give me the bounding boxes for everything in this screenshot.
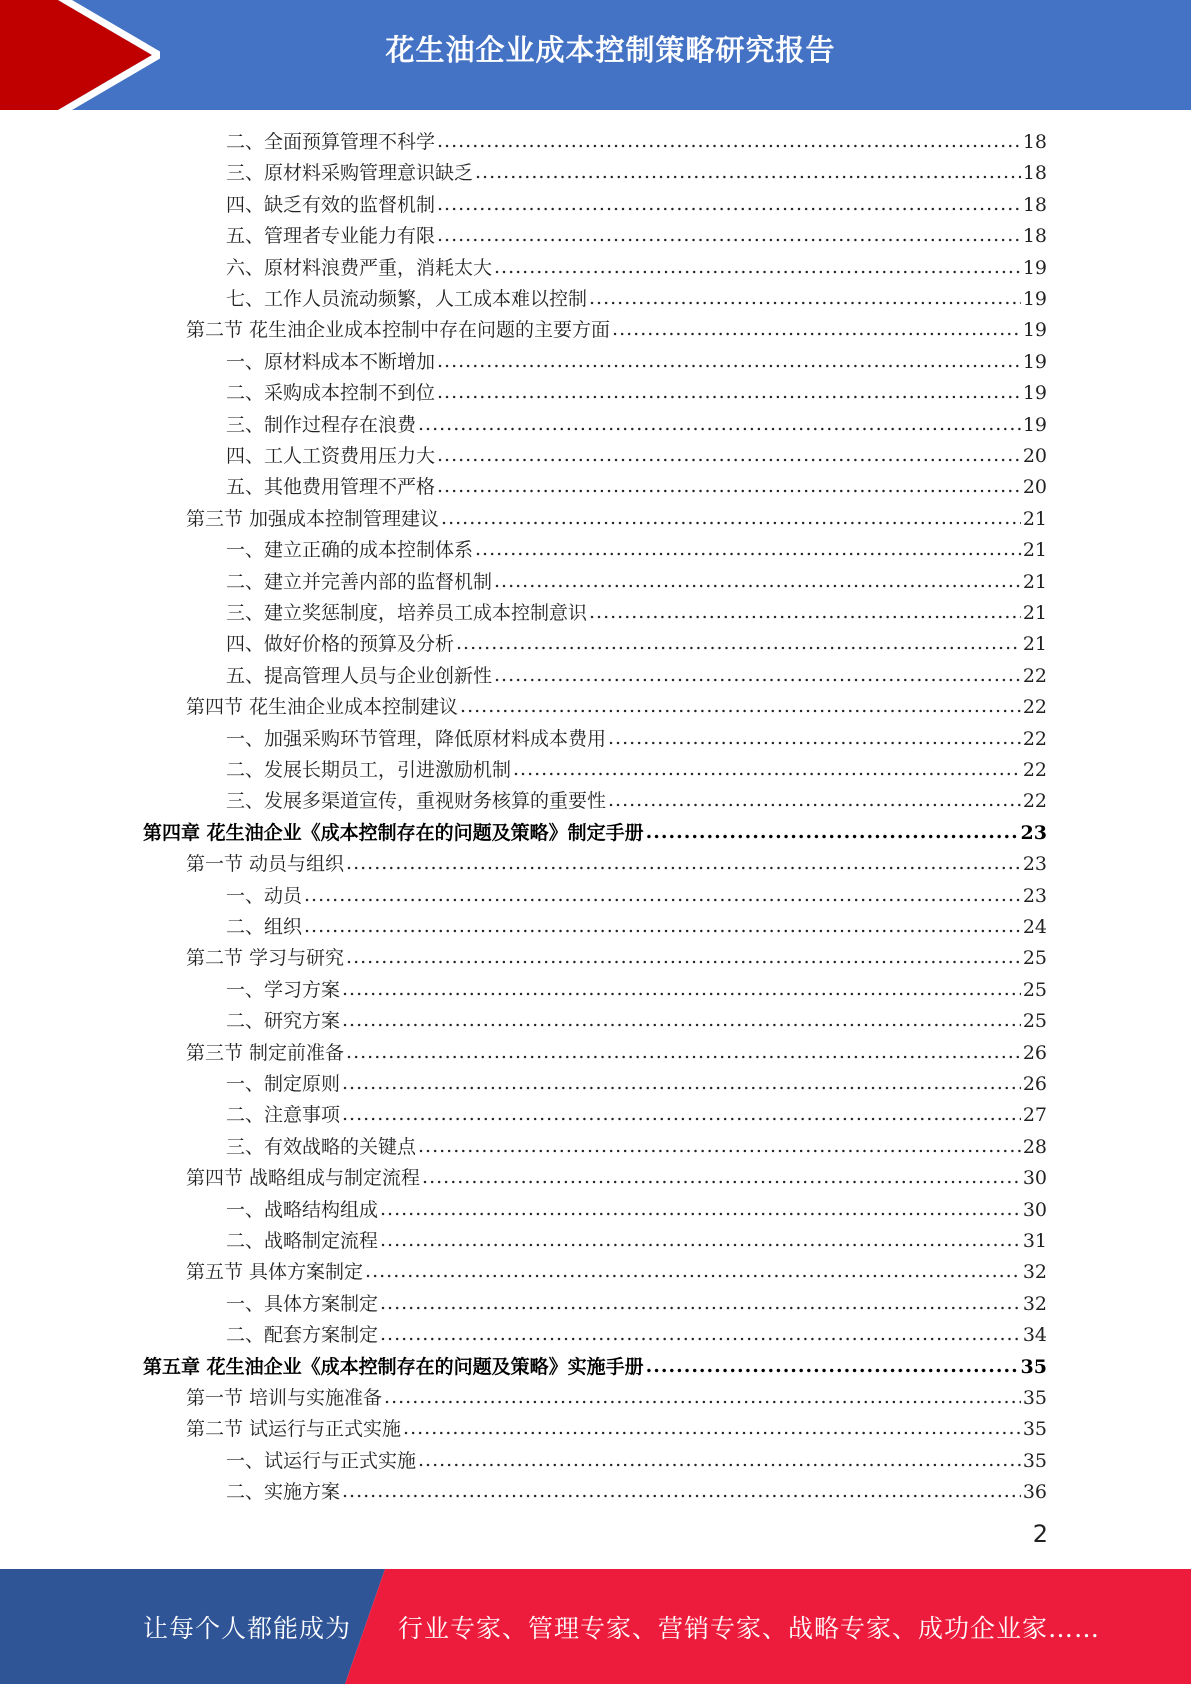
toc-entry-label: 二、全面预算管理不科学	[226, 131, 436, 153]
toc-entry-page: 30	[1022, 1198, 1047, 1221]
toc-entry[interactable]	[226, 158, 1047, 189]
page-number: 2	[1032, 1520, 1048, 1548]
toc-entry-page: 35	[1022, 1387, 1047, 1409]
toc-entry[interactable]	[226, 1132, 1047, 1163]
toc-entry-page: 18	[1022, 131, 1047, 153]
toc-entry[interactable]	[226, 975, 1047, 1006]
toc-entry[interactable]	[186, 1163, 1047, 1194]
toc-dot-leader	[380, 1225, 1021, 1256]
toc-dot-leader	[342, 1476, 1021, 1507]
toc-dot-leader	[437, 346, 1021, 377]
toc-dot-leader	[380, 1288, 1021, 1319]
toc-entry[interactable]	[226, 1446, 1047, 1477]
toc-entry[interactable]	[186, 1257, 1047, 1288]
toc-dot-leader	[380, 1319, 1021, 1350]
toc-entry-page: 18	[1022, 193, 1047, 216]
toc-entry-label: 一、动员	[226, 884, 303, 907]
toc-entry-label: 四、缺乏有效的监督机制	[226, 193, 436, 216]
toc-dot-leader	[589, 597, 1021, 628]
toc-entry[interactable]	[226, 1320, 1047, 1351]
toc-entry[interactable]	[226, 441, 1047, 472]
toc-entry-page: 19	[1022, 350, 1047, 373]
toc-entry-label: 三、原材料采购管理意识缺乏	[226, 162, 474, 185]
toc-dot-leader	[418, 409, 1021, 440]
toc-entry-label: 二、配套方案制定	[226, 1324, 379, 1347]
toc-entry-page: 25	[1022, 947, 1047, 970]
toc-dot-leader	[437, 189, 1021, 220]
toc-entry[interactable]	[186, 1414, 1047, 1445]
toc-entry[interactable]	[226, 410, 1047, 441]
toc-entry[interactable]	[226, 881, 1047, 912]
page-footer	[0, 1569, 1191, 1684]
toc-entry-page: 19	[1022, 382, 1047, 405]
toc-entry-label: 三、发展多渠道宣传，重视财务核算的重要性	[226, 790, 607, 813]
toc-dot-leader	[460, 691, 1021, 722]
toc-dot-leader	[384, 1382, 1021, 1413]
toc-dot-leader	[346, 1037, 1021, 1068]
toc-entry[interactable]	[226, 378, 1047, 409]
toc-dot-leader	[494, 660, 1021, 691]
toc-entry[interactable]	[226, 755, 1047, 786]
toc-entry-label: 三、有效战略的关键点	[226, 1135, 417, 1158]
toc-entry-label: 一、具体方案制定	[226, 1292, 379, 1315]
toc-entry-page: 24	[1022, 916, 1047, 938]
toc-dot-leader	[646, 1351, 1019, 1382]
toc-dot-leader	[304, 880, 1021, 911]
toc-entry[interactable]	[226, 1006, 1047, 1037]
toc-entry-page: 21	[1022, 633, 1047, 656]
toc-entry-label: 二、实施方案	[226, 1481, 341, 1504]
toc-entry-page: 19	[1022, 288, 1047, 310]
toc-entry[interactable]	[226, 786, 1047, 817]
toc-entry[interactable]	[226, 472, 1047, 503]
toc-dot-leader	[494, 566, 1021, 597]
toc-entry-page: 35	[1022, 1449, 1047, 1472]
toc-entry-page: 22	[1022, 790, 1047, 813]
toc-dot-leader	[608, 785, 1021, 816]
toc-dot-leader	[513, 754, 1021, 785]
toc-entry-page: 21	[1022, 570, 1047, 593]
toc-entry-label: 第五节 具体方案制定	[186, 1261, 364, 1284]
toc-dot-leader	[342, 1099, 1021, 1130]
toc-entry-page: 23	[1022, 853, 1047, 876]
toc-dot-leader	[342, 1005, 1021, 1036]
toc-dot-leader	[608, 723, 1021, 754]
toc-entry-page: 36	[1022, 1481, 1047, 1504]
toc-entry-page: 22	[1022, 664, 1047, 687]
toc-entry-label: 一、学习方案	[226, 978, 341, 1001]
toc-dot-leader	[365, 1256, 1021, 1287]
toc-entry-label: 五、其他费用管理不严格	[226, 476, 436, 499]
toc-entry-label: 一、建立正确的成本控制体系	[226, 539, 474, 562]
toc-dot-leader	[456, 628, 1021, 659]
toc-entry-page: 32	[1022, 1292, 1047, 1315]
toc-entry-page: 22	[1022, 727, 1047, 750]
toc-entry[interactable]	[226, 221, 1047, 252]
toc-entry-page: 23	[1022, 884, 1047, 907]
toc-entry-label: 七、工作人员流动频繁，人工成本难以控制	[226, 288, 588, 310]
toc-entry-page: 20	[1022, 476, 1047, 499]
toc-entry-label: 第四章 花生油企业《成本控制存在的问题及策略》制定手册	[143, 821, 644, 844]
toc-dot-leader	[380, 1194, 1021, 1225]
toc-entry-page: 20	[1022, 445, 1047, 467]
toc-entry[interactable]	[226, 912, 1047, 943]
toc-dot-leader	[589, 283, 1021, 314]
toc-entry-label: 二、战略制定流程	[226, 1230, 379, 1252]
toc-entry-label: 二、研究方案	[226, 1010, 341, 1033]
toc-dot-leader	[418, 1445, 1021, 1476]
toc-entry-label: 第四节 战略组成与制定流程	[186, 1167, 421, 1190]
toc-dot-leader	[437, 471, 1021, 502]
toc-entry-label: 六、原材料浪费严重，消耗太大	[226, 256, 493, 279]
toc-dot-leader	[437, 440, 1021, 471]
toc-entry[interactable]	[226, 1069, 1047, 1100]
toc-entry[interactable]	[226, 598, 1047, 629]
toc-entry-page: 35	[1022, 1418, 1047, 1441]
toc-entry[interactable]	[186, 315, 1047, 346]
toc-entry-label: 二、采购成本控制不到位	[226, 382, 436, 405]
toc-entry[interactable]	[186, 943, 1047, 974]
toc-entry-label: 第五章 花生油企业《成本控制存在的问题及策略》实施手册	[143, 1355, 644, 1378]
toc-entry-label: 一、试运行与正式实施	[226, 1449, 417, 1472]
toc-entry-label: 一、加强采购环节管理，降低原材料成本费用	[226, 727, 607, 750]
toc-entry-page: 23	[1020, 821, 1047, 844]
toc-entry-label: 一、制定原则	[226, 1073, 341, 1095]
toc-entry-label: 第二节 花生油企业成本控制中存在问题的主要方面	[186, 319, 611, 342]
toc-entry-label: 第二节 学习与研究	[186, 947, 345, 970]
toc-entry-label: 二、建立并完善内部的监督机制	[226, 570, 493, 593]
toc-dot-leader	[422, 1162, 1021, 1193]
toc-entry-page: 35	[1020, 1355, 1047, 1378]
toc-entry-label: 四、做好价格的预算及分析	[226, 633, 455, 656]
toc-entry[interactable]	[226, 284, 1047, 315]
footer-slogan-left: 让每个人都能成为	[143, 1614, 352, 1643]
toc-entry[interactable]	[143, 818, 1047, 849]
toc-entry-label: 三、制作过程存在浪费	[226, 413, 417, 436]
toc-entry[interactable]	[226, 724, 1047, 755]
toc-dot-leader	[437, 220, 1021, 251]
toc-dot-leader	[646, 817, 1019, 848]
toc-entry-page: 18	[1022, 225, 1047, 248]
toc-entry-label: 一、原材料成本不断增加	[226, 350, 436, 373]
toc-entry-page: 30	[1022, 1167, 1047, 1190]
toc-entry-page: 21	[1022, 602, 1047, 624]
toc-entry-page: 27	[1022, 1104, 1047, 1127]
toc-entry[interactable]	[186, 504, 1047, 535]
toc-entry[interactable]	[226, 1195, 1047, 1226]
toc-entry[interactable]	[186, 1038, 1047, 1069]
toc-dot-leader	[418, 1131, 1021, 1162]
toc-entry-page: 25	[1022, 978, 1047, 1001]
toc-dot-leader	[342, 974, 1021, 1005]
toc-entry[interactable]	[226, 347, 1047, 378]
toc-entry-label: 第一节 培训与实施准备	[186, 1387, 383, 1409]
toc-dot-leader	[304, 911, 1021, 942]
toc-dot-leader	[403, 1413, 1021, 1444]
toc-entry-page: 18	[1022, 162, 1047, 185]
toc-entry-page: 26	[1022, 1041, 1047, 1064]
toc-entry[interactable]	[186, 1383, 1047, 1414]
toc-dot-leader	[612, 314, 1021, 345]
toc-entry[interactable]	[226, 253, 1047, 284]
toc-entry[interactable]	[226, 629, 1047, 660]
toc-dot-leader	[342, 1068, 1021, 1099]
toc-entry-label: 三、建立奖惩制度，培养员工成本控制意识	[226, 602, 588, 624]
toc-entry[interactable]	[226, 127, 1047, 158]
toc-entry-label: 五、提高管理人员与企业创新性	[226, 664, 493, 687]
toc-dot-leader	[441, 503, 1021, 534]
toc-entry-label: 四、工人工资费用压力大	[226, 445, 436, 467]
toc-entry-page: 34	[1022, 1324, 1047, 1347]
toc-entry-page: 21	[1022, 539, 1047, 562]
page-header	[0, 0, 1191, 110]
toc-entry-page: 31	[1022, 1230, 1047, 1252]
toc-entry-page: 25	[1022, 1010, 1047, 1033]
document-title: 花生油企业成本控制策略研究报告	[385, 33, 836, 67]
toc-entry-label: 第三节 制定前准备	[186, 1041, 345, 1064]
toc-entry[interactable]	[226, 567, 1047, 598]
toc-entry-page: 26	[1022, 1073, 1047, 1095]
toc-entry-label: 二、注意事项	[226, 1104, 341, 1127]
toc-entry[interactable]	[226, 1100, 1047, 1131]
toc-entry-label: 第二节 试运行与正式实施	[186, 1418, 402, 1441]
toc-entry-page: 28	[1022, 1135, 1047, 1158]
toc-entry-page: 32	[1022, 1261, 1047, 1284]
toc-entry-label: 二、组织	[226, 916, 303, 938]
toc-dot-leader	[475, 534, 1021, 565]
toc-entry-page: 19	[1022, 256, 1047, 279]
toc-entry-label: 第四节 花生油企业成本控制建议	[186, 696, 459, 719]
toc-entry-page: 21	[1022, 507, 1047, 530]
toc-entry[interactable]	[226, 661, 1047, 692]
toc-entry-page: 22	[1022, 696, 1047, 719]
toc-dot-leader	[475, 157, 1021, 188]
toc-entry-label: 一、战略结构组成	[226, 1198, 379, 1221]
toc-entry[interactable]	[186, 849, 1047, 880]
toc-entry[interactable]	[143, 1352, 1047, 1383]
toc-dot-leader	[437, 126, 1021, 157]
toc-entry-label: 二、发展长期员工，引进激励机制	[226, 759, 512, 781]
toc-entry-page: 22	[1022, 759, 1047, 781]
toc-entry-label: 第一节 动员与组织	[186, 853, 345, 876]
toc-entry[interactable]	[226, 1226, 1047, 1257]
toc-dot-leader	[346, 848, 1021, 879]
toc-entry-page: 19	[1022, 319, 1047, 342]
toc-dot-leader	[437, 377, 1021, 408]
toc-entry-label: 第三节 加强成本控制管理建议	[186, 507, 440, 530]
toc-entry[interactable]	[226, 1477, 1047, 1508]
toc-entry-label: 五、管理者专业能力有限	[226, 225, 436, 248]
toc-entry[interactable]	[226, 190, 1047, 221]
toc-entry[interactable]	[226, 1289, 1047, 1320]
toc-entry[interactable]	[186, 692, 1047, 723]
toc-entry-page: 19	[1022, 413, 1047, 436]
footer-slogan-right: 行业专家、管理专家、营销专家、战略专家、成功企业家……	[398, 1614, 1101, 1643]
toc-dot-leader	[494, 252, 1021, 283]
toc-entry[interactable]	[226, 535, 1047, 566]
toc-dot-leader	[346, 942, 1021, 973]
